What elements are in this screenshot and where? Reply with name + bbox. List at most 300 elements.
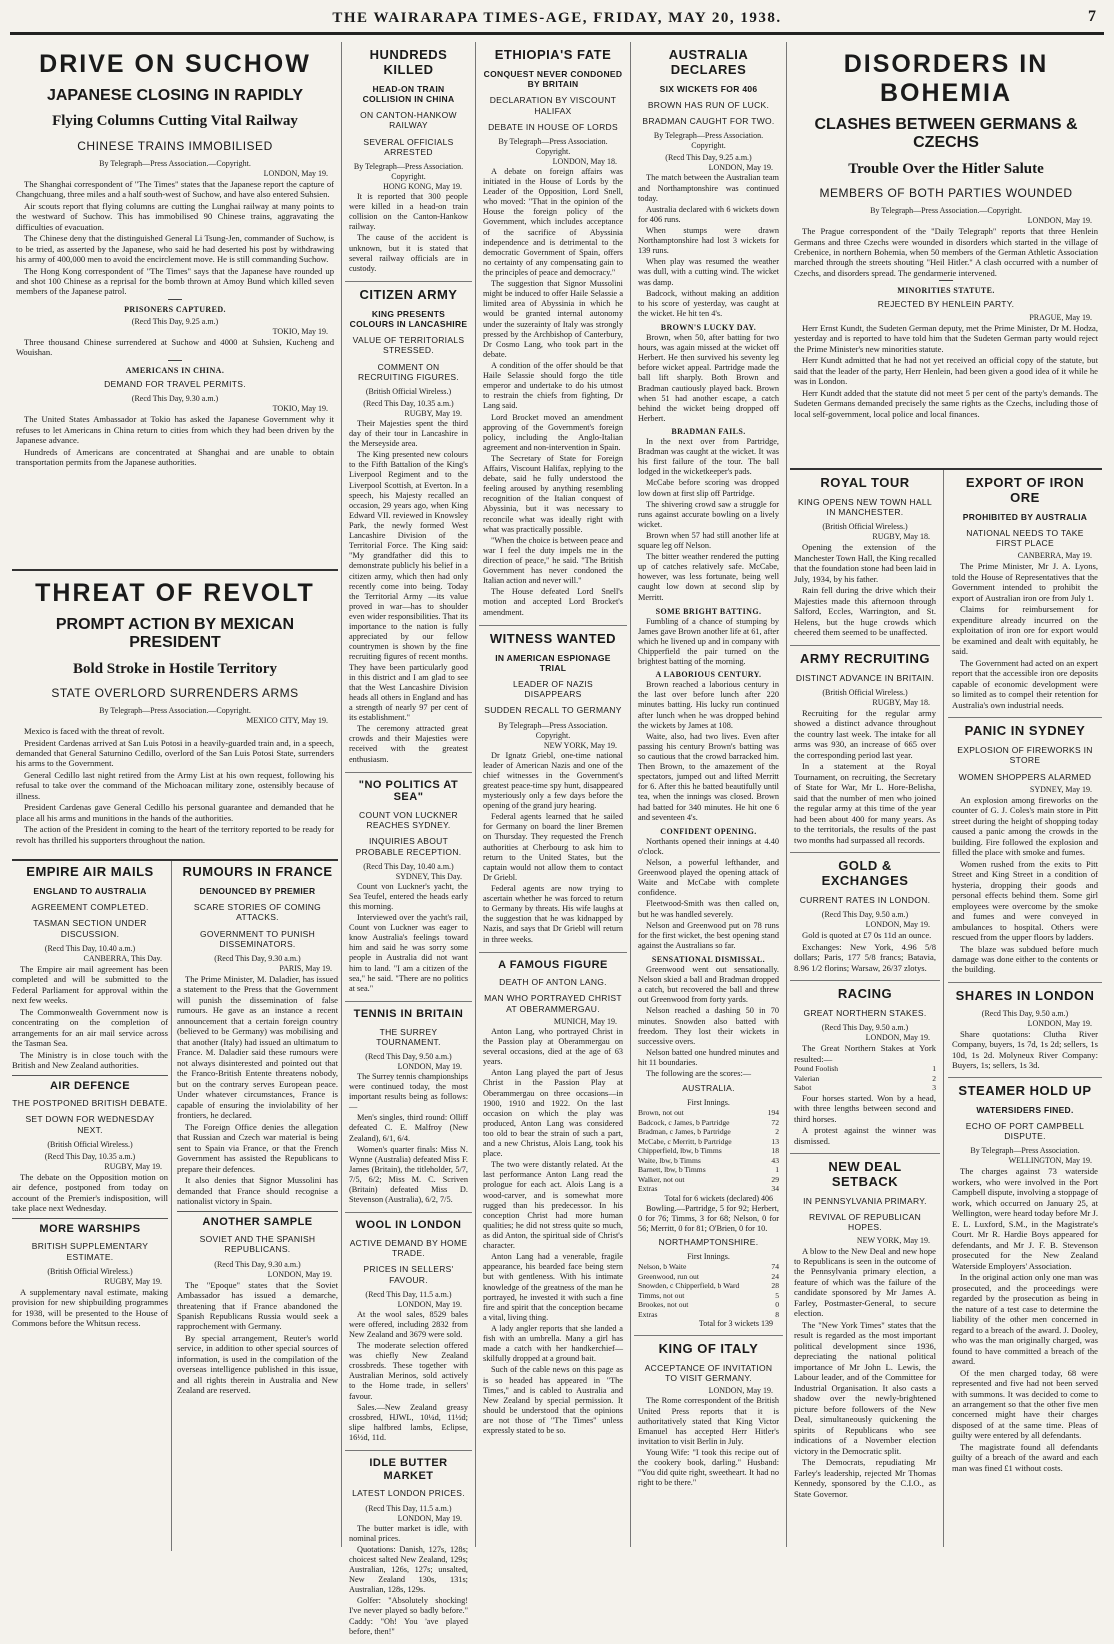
subheadline: ACTIVE DEMAND BY HOME TRADE. xyxy=(349,1237,468,1259)
paragraph: Brown, when 50, after batting for two hours, was again missed at the wicket off Herbert. He then survived his seventy leg before wicket appeal. Partridge made the ball lift sharply. Both Brown and Bradman cautiously played back. Brown when 51 had another escape, a catch behind the wicket being dropped off Herbert. xyxy=(638,332,779,423)
paragraph: Northants opened their innings at 4.40 o'clock. xyxy=(638,836,779,856)
wire-source: (British Official Wireless.) xyxy=(822,522,908,532)
score-name: Greenwood, run out xyxy=(638,1271,699,1281)
section-head: A LABORIOUS CENTURY. xyxy=(655,670,762,680)
subheadline: MAN WHO PORTRAYED CHRIST AT OBERAMMERGAU. xyxy=(484,993,622,1014)
paragraph: Young Wife: "I took this recipe out of the cookery book, darling." Husband: "You did quite right, sweetheart. It had no right to be there." xyxy=(638,1448,779,1488)
subheadline: BROWN HAS RUN OF LUCK. xyxy=(647,100,770,111)
section-head: AMERICANS IN CHINA. xyxy=(125,365,225,375)
score-value: 2 xyxy=(775,1127,779,1137)
paragraph: Hundreds of Americans are concentrated at Shanghai and are unable to obtain transportation permits from the Japanese authorities. xyxy=(16,446,334,468)
column-5 xyxy=(790,42,1102,1547)
byline: By Telegraph—Press Association. Copyright. xyxy=(498,136,608,156)
dateline: LONDON, May 19. xyxy=(397,1299,462,1309)
article-body xyxy=(794,323,1098,419)
paragraph: Brown when 57 had still another life at square leg off Nelson. xyxy=(638,530,779,551)
score-name: Barnett, lbw, b Timms xyxy=(638,1165,706,1175)
score-value: 24 xyxy=(771,1271,779,1281)
score-row xyxy=(638,1156,779,1165)
subheadline: IN AMERICAN ESPIONAGE TRIAL xyxy=(495,652,611,673)
article-body xyxy=(794,708,936,845)
score-name: Extras xyxy=(638,1309,658,1319)
paragraph: Herr Kundt added that the statute did not meet 5 per cent of the party's demands. The Sudeten Germans demanded precisely the same rights as the Czechs, including those of local self-government, local police and local finances. xyxy=(794,387,1098,419)
article-body xyxy=(952,795,1098,975)
scorecard-innings: First Innings. xyxy=(687,1098,730,1108)
paragraph: Herr Ernst Kundt, the Sudeten German deputy, met the Prime Minister, Dr M. Hodza, yesterday and is reported to have told him that the Sudeten German party would reject the Prime Minister's new minorities statute. xyxy=(794,322,1098,354)
received-time: (Recd This Day, 9.50 a.m.) xyxy=(981,1008,1069,1018)
paragraph: Share quotations: Clutha River Company, buyers, 1s 7d, 1s 2d; sellers, 1s 10d, 1s 2d. Molyneux River Company: Buyers, 1s; sellers, 1s 3d. xyxy=(952,1028,1098,1071)
dateline: LONDON, May 19. xyxy=(263,168,328,178)
received-time: (Recd This Day, 9.30 a.m.) xyxy=(214,1259,301,1269)
paragraph: The Rome correspondent of the British United Press reports that it is authoritatively stated that King Victor Emanuel has accepted Herr Hitler's invitation to visit Berlin in July. xyxy=(638,1396,779,1446)
headline: DISORDERS IN BOHEMIA xyxy=(843,50,1049,107)
paragraph: The Democrats, repudiating Mr Farley's leadership, rejected Mr Thomas Kennedy, sponsored by the C.I.O., as State Governor. xyxy=(794,1457,936,1499)
subheadline: COUNT VON LUCKNER REACHES SYDNEY. xyxy=(359,809,458,831)
score-row xyxy=(638,1137,779,1146)
paragraph: Greenwood went out sensationally. Nelson skied a ball and Bradman dropped a catch, but recovered the ball and threw out Greenwood from forty yards. xyxy=(638,964,779,1005)
headline: IDLE BUTTER MARKET xyxy=(369,1457,448,1482)
dateline: MEXICO CITY, May 19. xyxy=(246,716,328,726)
headline: EXPORT OF IRON ORE xyxy=(965,475,1085,505)
subheadline: INQUIRIES ABOUT PROBABLE RECEPTION. xyxy=(355,836,462,857)
paragraph: At the wool sales, 8529 bales were offered, including 2832 from New Zealand and 3679 were sold. xyxy=(349,1309,468,1339)
subheadline: KING PRESENTS COLOURS IN LANCASHIRE xyxy=(349,308,468,329)
article-empire-air-mails xyxy=(12,861,172,1551)
paragraph: The Prague correspondent of the "Daily Telegraph" reports that three Henlein Germans and three Czechs were wounded in disorders which started in the village of Crebenice, in northern Bohemia, when 50 members of the German Athletic Association marched through the streets shouting "Heil Hitler." A clash occurred with a number of Czechs, and disorders spread. The gendarmerie intervened. xyxy=(794,226,1098,278)
dateline: LONDON, May 19. xyxy=(708,163,773,173)
wire-source: (British Official Wireless.) xyxy=(822,687,908,697)
paragraph: Quotations: Danish, 127s, 128s; choicest salted New Zealand, 129s; Australian, 126s, 127s; unsalted, New Zealand 130s, 131s; Australian, 128s, 129s. xyxy=(349,1544,468,1595)
score-value: 18 xyxy=(771,1146,779,1156)
headline: DRIVE ON SUCHOW xyxy=(39,50,311,78)
dateline: LONDON, May 19. xyxy=(397,1061,462,1071)
paragraph: Nelson batted one hundred minutes and hit 11 boundaries. xyxy=(638,1047,779,1067)
dateline: LONDON, May 19. xyxy=(708,1386,773,1396)
column-4 xyxy=(634,42,783,1547)
dateline: RUGBY, May 19. xyxy=(104,1161,162,1171)
article-body xyxy=(349,1524,468,1637)
headline: AUSTRALIA DECLARES xyxy=(668,47,749,77)
paragraph: It is reported that 300 people were killed in a head-on train collision on the Canton-Hankow railway. xyxy=(349,192,468,232)
paragraph: The match between the Australian team and Northamptonshire was continued today. xyxy=(638,173,779,203)
section-subhead: REJECTED BY HENLEIN PARTY. xyxy=(877,299,1015,310)
subheadline: WATERSIDERS FINED. xyxy=(976,1104,1074,1115)
section-head: BROWN'S LUCKY DAY. xyxy=(660,322,757,332)
score-name: Valerian xyxy=(794,1073,820,1083)
subheadline: DEATH OF ANTON LANG. xyxy=(499,977,607,988)
article-royal-tour xyxy=(790,470,940,646)
subheadline: BRITISH SUPPLEMENTARY ESTIMATE. xyxy=(31,1241,149,1262)
paragraph: Nelson reached a dashing 50 in 70 minutes. Snowden also batted with freedom. They lost their wickets in successive overs. xyxy=(638,1006,779,1046)
paragraph: General Cedillo last night retired from the Army List at his own request, following his refusal to take over the command of the Michoacan military zone, ostensibly because of illness. xyxy=(16,769,334,801)
paragraph: Sales.—New Zealand greasy crossbred, HJWL, 10¼d, 11½d; slipe halfbred lambs, Eclipse, 16½d, 11d. xyxy=(349,1402,468,1443)
headline: WITNESS WANTED xyxy=(489,630,617,646)
headline: WOOL IN LONDON xyxy=(355,1219,462,1232)
paragraph: Badcock, without making an addition to his score of yesterday, was caught at the wicket. He hit ten 4's. xyxy=(638,288,779,318)
score-name: Nelson, b Waite xyxy=(638,1262,687,1272)
score-row xyxy=(638,1272,779,1281)
subheadline: CURRENT RATES IN LONDON. xyxy=(799,894,931,905)
paragraph: The "New York Times" states that the result is regarded as the most important political development since 1936, depreciating the national political importance of Mr John L. Lewis, the Labour leader, and of the Committee for Industrial Organisation. It also casts a shadow over the newly-brightened picture before followers of the New Deal, simultaneously quickening the spirits of Republicans who see indications of a November election victory in the Democratic split. xyxy=(794,1319,936,1456)
paragraph: The two were distantly related. At the last performance Anton Lang read the prologue for each act. Alois Lang is a wood-carver, and is somewhat more rugged than his predecessor. In his conception Christ had more human qualities; he did not stress quite so much, as did Anton, the spiritual side of Christ's character. xyxy=(483,1160,623,1251)
score-row xyxy=(638,1300,779,1309)
subheadline: BRADMAN CAUGHT FOR TWO. xyxy=(642,116,775,127)
section-head: BRADMAN FAILS. xyxy=(671,426,746,436)
article-body xyxy=(952,1166,1098,1473)
score-row xyxy=(794,1064,936,1073)
headline: SHARES IN LONDON xyxy=(955,987,1095,1003)
score-name: Timms, not out xyxy=(638,1290,685,1300)
subheadline: DECLARATION BY VISCOUNT HALIFAX xyxy=(489,95,617,116)
headline: TENNIS IN BRITAIN xyxy=(353,1007,464,1020)
paragraph: Rain fell during the drive which their Majesties made this afternoon through Salford, Eccles, Warrington, and St. Helens, but the huge crowds which cheered them seemed to be unaffected. xyxy=(794,585,936,638)
received-time: (Recd This Day, 11.5 a.m.) xyxy=(365,1503,452,1513)
paragraph: Waite, also, had two lives. Even after passing his century Brown's batting was so cautious that the crowd barracked him. Then Brown, to the amazement of the spectators, jumped out and lifted Merritt for 6. After this he batted beautifully until tea, when the innings was closed. Brown had batted for 340 minutes. He hit one 6 and seventeen 4's. xyxy=(638,731,779,822)
score-row xyxy=(638,1281,779,1290)
paragraph: Fleetwood-Smith was then called on, but he was handled severely. xyxy=(638,899,779,919)
paragraph: The blaze was subdued before much damage was done either to the contents or the building. xyxy=(952,943,1098,975)
column-1 xyxy=(12,42,338,1547)
score-row xyxy=(638,1175,779,1184)
headline: RACING xyxy=(837,986,893,1002)
received-time: (Recd This Day, 9.25 a.m.) xyxy=(665,153,752,163)
divider xyxy=(168,360,182,361)
score-row xyxy=(794,1083,936,1092)
paragraph: Claims for reimbursement for expenditure already incurred on the exploitation of iron ore for export would be examined and dealt with equitably, he said. xyxy=(952,604,1098,657)
section-head: AIR DEFENCE xyxy=(49,1079,131,1092)
paragraph: The moderate selection offered was chiefly New Zealand crossbreds. These together with Australian Merinos, sold actively to the Home trade, in sellers' favour. xyxy=(349,1341,468,1401)
headline: HUNDREDS KILLED xyxy=(369,47,448,77)
subheadline: ENGLAND TO AUSTRALIA xyxy=(33,885,147,896)
paragraph: The charges against 73 waterside workers, who were involved in the Port Campbell dispute, involving a stoppage of work, which occurred on January 25, at Wellington, were heard today before Mr J. E. L. Luxford, S.M., in the Magistrate's Court. Mr R. Hardie Boys appeared for defendants, and Mr J. F. B. Stevenson prosecuted for the New Zealand Waterside Employers' Association. xyxy=(952,1166,1098,1271)
paragraph: Mexico is faced with the threat of revolt. xyxy=(24,726,165,737)
dateline: RUGBY, May 18. xyxy=(872,532,930,542)
score-value: 8 xyxy=(775,1309,779,1319)
subheadline: SEVERAL OFFICIALS ARRESTED xyxy=(363,136,454,157)
paragraph: Four horses started. Won by a head, with three lengths between second and third horses. xyxy=(794,1092,936,1124)
headline: GOLD & EXCHANGES xyxy=(821,858,909,889)
article-body xyxy=(483,1027,623,1436)
score-row xyxy=(638,1165,779,1174)
article-body xyxy=(16,179,334,297)
scorecard-total: Total for 6 wickets (declared) 406 xyxy=(664,1193,773,1203)
dateline: PRAGUE, May 19. xyxy=(1029,312,1092,322)
received-time: (Recd This Day, 11.5 a.m.) xyxy=(365,1289,452,1299)
article-shares-in-london xyxy=(948,983,1102,1078)
paragraph: Nelson and Greenwood put on 78 runs for the first wicket, the best opening stand against the Australians so far. xyxy=(638,920,779,950)
paragraph: Herr Kundt admitted that he had not yet received an official copy of the statute, but said that the leader of the party, Herr Henlein, had been given a good idea of it while he was in London. xyxy=(794,355,1098,387)
dateline: RUGBY, May 19. xyxy=(404,408,462,418)
paragraph: The action of the President in coming to the heart of the territory reported to be ready for revolt has thrilled his supporters throughout the nation. xyxy=(16,824,334,845)
paragraph: "When the choice is between peace and war I feel the duty impels me in the direction of peace," he said. "The British Government has never condoned the Italian action and never will." xyxy=(483,535,623,586)
section-head: CONFIDENT OPENING. xyxy=(660,826,757,836)
column-3 xyxy=(479,42,627,1547)
byline: By Telegraph—Press Association.—Copyright. xyxy=(870,206,1022,216)
dateline: NEW YORK, May 19. xyxy=(543,740,617,750)
score-value: 13 xyxy=(771,1136,779,1146)
dateline: LONDON, May 19. xyxy=(267,1269,332,1279)
section-head: MORE WARSHIPS xyxy=(39,1222,141,1235)
score-name: Walker, not out xyxy=(638,1174,685,1184)
article-body xyxy=(349,192,468,274)
dateline: RUGBY, May 18. xyxy=(872,697,930,707)
dateline: SYDNEY, This Day. xyxy=(395,871,462,881)
paragraph: Of the men charged today, 68 were represented and five had not been served with summons. It was decided to come to an arrangement so that the other five men concerned might have their charges disposed of at the same time. Pleas of guilty were entered by all defendants. xyxy=(952,1367,1098,1441)
paragraph: An explosion among fireworks on the counter of G. J. Coles's main store in Pitt street during the height of shopping today caused a panic among the crowds in the building. Fire followed the explosion and filled the place with smoke and fumes. xyxy=(952,794,1098,858)
race-result xyxy=(794,1064,936,1092)
paragraph: The King presented new colours to the Fifth Battalion of the King's Liverpool Regiment and to the Liverpool Scottish, at Everton. In a speech, his Majesty recalled an occasion, 29 years ago, when King Edward VII. reviewed in Knowsley Park, the newly formed West Lancashire Division of the Territorial Force. The King said: "My grandfather did this to demonstrate publicly his belief in a citizen army, which then had only recently come into being. Today the Territorial Army —its value proved in war—has to shoulder even wider responsibilities. That its importance to the nation is fully appreciated by our fellow countrymen is shown by the fine recruiting figures of recent months. They have been particularly good in this district and I am glad to see that the West Lancashire Division heads all others in England and has a strength of nearly 97 per cent of its establishment." xyxy=(349,450,468,723)
subheadline: TASMAN SECTION UNDER DISCUSSION. xyxy=(33,918,147,939)
score-name: Waite, lbw, b Timms xyxy=(638,1155,701,1165)
score-row xyxy=(638,1262,779,1271)
paragraph: Three thousand Chinese surrendered at Suchow and 4000 at Suhsien, Kucheng and Wouishan. xyxy=(16,336,334,358)
article-body xyxy=(16,414,334,467)
paragraph: Anton Lang played the part of Jesus Christ in the Passion Play at Oberammergau on three occasions—in 1900, 1910 and 1922. On the last occasion on which the play was produced, Anton Lang was considered too old to bear the strain of such a part, and a new Christus, Alois Lang, took his place. xyxy=(483,1068,623,1159)
score-value: 74 xyxy=(771,1262,779,1272)
article-ethiopias-fate xyxy=(479,42,627,626)
article-a-famous-figure xyxy=(479,953,627,1444)
article-drive-on-suchow xyxy=(12,42,338,571)
article-body xyxy=(638,1396,779,1488)
lower-row xyxy=(12,861,338,1551)
subheadline: DISTINCT ADVANCE IN BRITAIN. xyxy=(795,672,935,683)
dateline: TOKIO, May 19. xyxy=(272,326,328,336)
paragraph: The debate on the Opposition motion on air defence, postponed from today on account of the Premier's indisposition, will take place next Wednesday. xyxy=(12,1171,168,1214)
paragraph: The Commonwealth Government now is concentrating on the completion of arrangements for an air mail service across the Tasman Sea. xyxy=(12,1006,168,1049)
masthead-rule xyxy=(10,32,1104,35)
article-racing xyxy=(790,981,940,1154)
subheadline: SET DOWN FOR WEDNESDAY NEXT. xyxy=(25,1114,155,1135)
divider xyxy=(168,299,182,300)
paragraph: Such of the cable news on this page as is so headed has appeared in "The Times," and is cabled to Australia and New Zealand by special permission. It should be understood that the opinions are not those of "The Times" unless expressly stated to be so. xyxy=(483,1365,623,1436)
score-name: Brookes, not out xyxy=(638,1300,689,1310)
paragraph: Anton Lang had a venerable, fragile appearance, his bearded face being stern but with gentleness. With his intimate knowledge of the greatness of the man he portrayed, he invested it with such a fine fire and spirit that the conception became a vital, living thing. xyxy=(483,1252,623,1322)
received-time: (Recd This Day, 9.25 a.m.) xyxy=(131,316,219,326)
score-row xyxy=(638,1108,779,1117)
dateline: LONDON, May 19. xyxy=(865,1033,930,1043)
received-time: (Recd This Day, 9.30 a.m.) xyxy=(131,394,219,404)
headline: RUMOURS IN FRANCE xyxy=(182,864,333,879)
paragraph: Their Majesties spent the third day of their tour in Lancashire in the Merseyside area. xyxy=(349,418,468,449)
paragraph: Recruiting for the regular army showed a distinct advance throughout the country last week. The intake for all arms was 930, an increase of 665 over the corresponding period last year. xyxy=(794,707,936,760)
scorecard-australia xyxy=(638,1108,779,1193)
article-body xyxy=(638,173,779,319)
received-time: (Recd This Day, 9.30 a.m.) xyxy=(214,953,301,963)
subheadline: CONQUEST NEVER CONDONED BY BRITAIN xyxy=(483,68,623,90)
paragraph: Exchanges: New York, 4.96 5/8 dollars; Paris, 177 5/8 francs; Batavia, 8.96 1/2 florins; Warsaw, 26/37 zlotys. xyxy=(794,941,936,973)
score-value: 29 xyxy=(771,1174,779,1184)
paragraph: In the next over from Partridge, Bradman was caught at the wicket. It was his first failure of the tour. The ball lodged in the wicketkeeper's pads. xyxy=(638,436,779,477)
paragraph: Lord Brocket moved an amendment approving of the Government's foreign policy, including the Anglo-Italian agreement and non-intervention in Spain. xyxy=(483,412,623,452)
paragraph: The Prime Minister, M. Daladier, has issued a statement to the Press that the Government will punish the dissemination of false rumours. He gave as an instance a recent announcement that a certain foreign country (believed to be Germany) was mobilising and that another (Italy) had issued an ultimatum to France. M. Daladier said these rumours were not always disinterested and pointed out that the Franco-British Entente threatens nobody, but on the contrary serves European peace. Under whatever circumstances, France is capable of ensuring the inviolability of her frontiers, he declared. xyxy=(177,973,338,1121)
section-head: SENSATIONAL DISMISSAL. xyxy=(651,954,766,964)
dateline: PARIS, May 19. xyxy=(279,963,332,973)
article-body xyxy=(349,1072,468,1205)
subheadline: WOMEN SHOPPERS ALARMED xyxy=(958,771,1092,782)
article-panic-in-sydney xyxy=(948,718,1102,983)
score-name: Pound Foolish xyxy=(794,1064,839,1074)
dateline: LONDON, May 19. xyxy=(397,1513,462,1523)
article-body xyxy=(794,930,936,973)
byline: By Telegraph—Press Association. Copyright. xyxy=(353,162,464,181)
subheadline: ON CANTON-HANKOW RAILWAY xyxy=(360,110,457,131)
article-army-recruiting xyxy=(790,646,940,853)
subheadline: CHINESE TRAINS IMMOBILISED xyxy=(77,138,273,153)
dateline: SYDNEY, May 19. xyxy=(1029,784,1092,794)
article-body xyxy=(16,726,334,845)
headline: STEAMER HOLD UP xyxy=(958,1082,1092,1098)
paragraph: Opening the extension of the Manchester Town Hall, the King recalled that the foundation stone had been laid in July, 1934, by his father. xyxy=(794,542,936,584)
subheadline: KING OPENS NEW TOWN HALL IN MANCHESTER. xyxy=(798,496,932,518)
received-time: (Recd This Day, 10.40 a.m.) xyxy=(363,861,454,871)
subheadline: CLASHES BETWEEN GERMANS & CZECHS xyxy=(814,116,1078,152)
article-body xyxy=(12,964,168,1071)
byline: By Telegraph—Press Association.—Copyright. xyxy=(99,158,251,168)
paragraph: Nelson, a powerful lefthander, and Greenwood played the opening attack of Waite and McCabe with complete confidence. xyxy=(638,858,779,898)
score-value: 194 xyxy=(767,1108,779,1118)
divider xyxy=(939,280,953,281)
subheadline: COMMENT ON RECRUITING FIGURES. xyxy=(357,361,460,382)
paragraph: The Shanghai correspondent of "The Times" states that the Japanese report the capture of Changchuang, three miles and a half south-west of Suchow, and have also entered Suhsien. xyxy=(16,178,334,200)
subheadline: EXPLOSION OF FIREWORKS IN STORE xyxy=(957,745,1093,766)
dateline: WELLINGTON, May 19. xyxy=(1008,1156,1092,1166)
subheadline: THE POSTPONED BRITISH DEBATE. xyxy=(12,1098,168,1109)
score-row xyxy=(638,1127,779,1136)
byline: By Telegraph—Press Association.—Copyright. xyxy=(99,706,251,716)
article-new-deal-setback xyxy=(790,1154,940,1506)
headline: PANIC IN SYDNEY xyxy=(964,723,1086,739)
subheadline: SIX WICKETS FOR 406 xyxy=(659,83,758,94)
article-body xyxy=(483,751,623,945)
dateline: TOKIO, May 19. xyxy=(272,404,328,414)
paragraph: The shivering crowd saw a struggle for runs against accurate bowling on a lively wicket. xyxy=(638,499,779,529)
paragraph: The cause of the accident is unknown, but it is stated that several railway officials are in custody. xyxy=(349,233,468,273)
subheadline: PRICES IN SELLERS' FAVOUR. xyxy=(363,1264,454,1285)
headline: KING OF ITALY xyxy=(658,1341,759,1357)
byline: By Telegraph—Press Association. xyxy=(970,1146,1080,1156)
received-time: (Recd This Day, 10.35 a.m.) xyxy=(363,398,454,408)
paragraph: Australia declared with 6 wickets down for 406 runs. xyxy=(638,204,779,224)
dateline: NEW YORK, May 19. xyxy=(856,1235,930,1245)
article-threat-of-revolt xyxy=(12,571,338,861)
scorecard-team: NORTHAMPTONSHIRE. xyxy=(658,1237,759,1248)
scorecard-total: Total for 3 wickets 139 xyxy=(698,1319,773,1329)
headline: ROYAL TOUR xyxy=(820,475,910,490)
article-body xyxy=(952,561,1098,710)
article-no-politics-at-sea xyxy=(345,773,472,1002)
subheadline: GOVERNMENT TO PUNISH DISSEMINATORS. xyxy=(199,928,316,949)
section-head: MINORITIES STATUTE. xyxy=(897,286,995,296)
article-citizen-army xyxy=(345,282,472,773)
article-body xyxy=(794,1093,936,1146)
paragraph: Gold is quoted at £7 0s 11d an ounce. xyxy=(802,930,932,941)
subheadline: MEMBERS OF BOTH PARTIES WOUNDED xyxy=(819,186,1073,201)
paragraph: It also denies that Signor Mussolini has demanded that France should recognise a nationalist victory in Spain. xyxy=(177,1175,338,1207)
paragraph: The magistrate found all defendants guilty of a breach of the award and each man was fined £1 without costs. xyxy=(952,1441,1098,1473)
headline: A FAMOUS FIGURE xyxy=(498,958,608,971)
dateline: RUGBY, May 19. xyxy=(104,1276,162,1286)
article-body xyxy=(349,882,468,994)
column-2 xyxy=(345,42,472,1636)
headline: "NO POLITICS AT SEA" xyxy=(358,778,459,804)
headline: THREAT OF REVOLT xyxy=(35,579,315,607)
paragraph: The Government had acted on an expert report that the accessible iron ore deposits capable of economic development were so limited as to compel their retention for Australia's own industrial needs. xyxy=(952,657,1098,710)
paragraph: A supplementary naval estimate, making provision for new shipbuilding programmes for 1938, will be presented to the House of Commons before the Whitsun recess. xyxy=(12,1286,168,1329)
column-rule xyxy=(786,42,787,1547)
paragraph: In a statement at the Royal Tournament, on recruiting, the Secretary of State for War, Mr L. Hore-Belisha, said that the number of men who joined the regular army at this time of the year had been about 400 for many years. As to the territorials, the results of the past two months had surpassed all records. xyxy=(794,761,936,845)
subheadline: LEADER OF NAZIS DISAPPEARS xyxy=(512,679,594,700)
subheadline: AGREEMENT COMPLETED. xyxy=(31,902,149,913)
bowling-figures: Bowling.—Partridge, 5 for 92; Herbert, 0 for 76; Timms, 3 for 68; Nelson, 0 for 56; Merritt, 0 for 81; O'Brien, 0 for 10. xyxy=(638,1203,779,1233)
article-body xyxy=(177,974,338,1207)
article-body xyxy=(638,965,779,1079)
paragraph: The Hong Kong correspondent of "The Times" says that the Japanese have rounded up and shot 100 Chinese as a reprisal for the bomb thrown at Amoy Bund which killed seven members of the Japanese patrol. xyxy=(16,265,334,297)
article-disorders-in-bohemia xyxy=(790,42,1102,470)
paragraph: A lady angler reports that she landed a fish with an umbrella. Many a girl has made a catch with her handkerchief—skilfully dropped at a ground bait. xyxy=(483,1324,623,1364)
paragraph: A condition of the offer should be that Haile Selassie should forgo the title emperor and undertake to do his utmost to restrain the chiefs from fighting, Dr Lang said. xyxy=(483,360,623,411)
subheadline: JAPANESE CLOSING IN RAPIDLY xyxy=(46,87,304,104)
article-australia-declares xyxy=(634,42,783,1336)
paragraph: The Empire air mail agreement has been completed and will be submitted to the Federal Parliament for approval within the next few weeks. xyxy=(12,963,168,1006)
article-wool-in-london xyxy=(345,1213,472,1451)
received-time: (Recd This Day, 10.35 a.m.) xyxy=(44,1151,136,1161)
paragraph: Women rushed from the exits to Pitt Street and King Street in a condition of hysteria, dropping their goods and personal effects behind them. Some girl employees were overcome by the smoke and fumes and were conveyed in ambulances to hospital. Others were rescued from the upper floors by ladders. xyxy=(952,858,1098,943)
paragraph: Men's singles, third round: Olliff defeated C. E. Malfroy (New Zealand), 6/1, 6/4. xyxy=(349,1113,468,1143)
received-time: (Recd This Day, 10.40 a.m.) xyxy=(44,943,136,953)
score-row xyxy=(638,1310,779,1319)
paragraph: The butter market is idle, with nominal prices. xyxy=(349,1523,468,1543)
dateline: HONG KONG, May 19. xyxy=(383,182,462,191)
paragraph: Brown reached a laborious century in the last over before lunch after 220 minutes batting. His lucky run continued after lunch when he was dropped behind the wickets by James at 108. xyxy=(638,680,779,730)
paragraph: The Chinese deny that the distinguished General Li Tsung-Jen, commander of Suchow, is to be tried, as asserted by the Japanese, who said he had deserted his post by withdrawing his army of 400,000 men to avoid the encirclement move. He is still commanding Suchow. xyxy=(16,233,334,265)
page-number: 7 xyxy=(1088,8,1096,25)
headline: NEW DEAL SETBACK xyxy=(828,1159,902,1189)
paragraph: A protest against the winner was dismissed. xyxy=(794,1125,936,1146)
paragraph: The suggestion that Signor Mussolini might be induced to offer Haile Selassie a limited area of Abyssinia in which he would be granted internal autonomy under the suzerainty of Italy was strongly pressed by the Archbishop of Canterbury, Dr Cosmo Lang, who took part in the debate. xyxy=(483,279,623,359)
byline: By Telegraph—Press Association. Copyright. xyxy=(498,720,608,740)
paragraph: The House defeated Lord Snell's motion and accepted Lord Brocket's amendment. xyxy=(483,587,623,617)
paragraph: The Ministry is in close touch with the British and New Zealand authorities. xyxy=(12,1049,168,1071)
dateline: LONDON, May 19. xyxy=(1027,1018,1092,1028)
dateline: CANBERRA, This Day. xyxy=(83,953,162,963)
score-name: Chipperfield, lbw, b Timms xyxy=(638,1146,722,1156)
article-body xyxy=(638,837,779,951)
paragraph: By special arrangement, Reuter's world service, in addition to other special sources of information, is used in the compilation of the overseas intelligence published in this issue, and all rights therein in Australia and New Zealand are reserved. xyxy=(177,1332,338,1396)
subheadline: SUDDEN RECALL TO GERMANY xyxy=(484,705,622,716)
score-row xyxy=(638,1291,779,1300)
score-value: 28 xyxy=(771,1281,779,1291)
article-king-of-italy xyxy=(634,1336,783,1495)
paragraph: The ceremony attracted great crowds and their Majesties were received with the greatest enthusiasm. xyxy=(349,724,468,764)
paragraph: Dr Ignatz Griebl, one-time national leader of American Nazis and one of the chief witnesses in the Government's greatest peace-time spy hunt, disappeared mysteriously only a few days before the opening of the grand jury hearing. xyxy=(483,750,623,811)
subheadline: DEBATE IN HOUSE OF LORDS xyxy=(488,121,618,132)
paragraph: When stumps were drawn Northamptonshire had lost 3 wickets for 139 runs. xyxy=(638,225,779,256)
subheadline: REVIVAL OF REPUBLICAN HOPES. xyxy=(808,1212,922,1233)
subheadline: IN PENNSYLVANIA PRIMARY. xyxy=(803,1195,927,1206)
score-row xyxy=(638,1146,779,1155)
paragraph: Anton Lang, who portrayed Christ in the Passion play at Oberammergau on several occasions, died at the age of 63 years. xyxy=(483,1026,623,1067)
subheadline: ACCEPTANCE OF INVITATION TO VISIT GERMANY. xyxy=(644,1363,773,1384)
score-value: 5 xyxy=(775,1290,779,1300)
column-rule xyxy=(475,42,476,1547)
paragraph: Golfer: "Absolutely shocking! I've never played so badly before." Caddy: "Oh! You 'ave played before, then!" xyxy=(349,1596,468,1636)
subheadline: DENOUNCED BY PREMIER xyxy=(199,885,316,896)
paragraph: Federal agents learned that he sailed for Germany on board the liner Bremen on Thursday. They requested the French authorities at Cherbourg to ask him to return to the United States, but the captain would not allow them to contact Dr Griebl. xyxy=(483,812,623,882)
dateline: MUNICH, May 19. xyxy=(553,1016,617,1026)
paragraph: President Cardenas arrived at San Luis Potosi in a heavily-guarded train and, in a speech, demanded that General Saturnino Cedillo, overlord of the San Luis Potosi State, surrenders his arms to the Government. xyxy=(16,737,334,769)
article-witness-wanted xyxy=(479,626,627,953)
subheadline: SOVIET AND THE SPANISH REPUBLICANS. xyxy=(199,1234,316,1255)
